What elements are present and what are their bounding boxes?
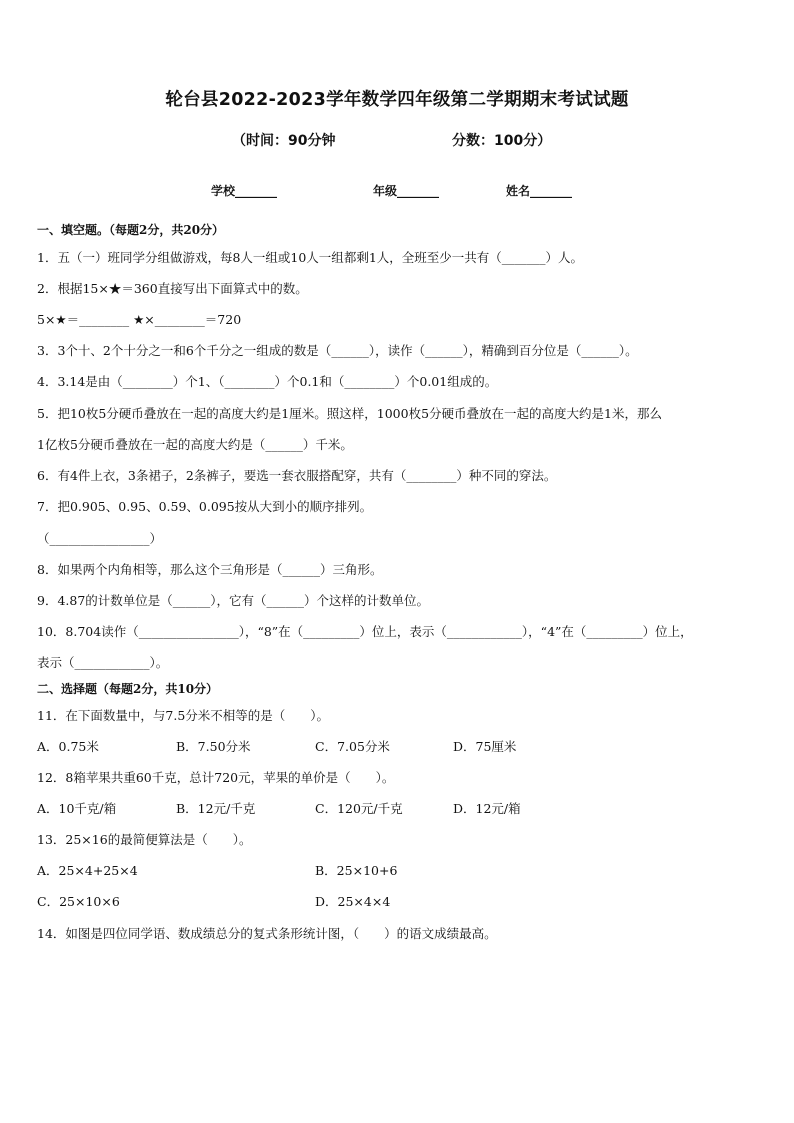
option-11-b: B．7.50分米 [176,739,251,754]
option-13-b: B．25×10+6 [315,863,398,878]
question-4: 4．3.14是由（________）个1、（________）个0.1和（________）个0.01组成的。 [37,374,498,389]
exam-score: 分数：100分） [452,133,552,149]
option-13-c: C．25×10×6 [37,894,120,909]
question-7-answer-blank: （________________） [37,531,163,546]
option-12-c: C．120元/千克 [315,801,403,816]
question-11: 11．在下面数量中，与7.5分米不相等的是（ ）。 [37,708,330,723]
section-heading-fill: 一、填空题。（每题2分，共20分） [37,223,225,237]
section-heading-choice: 二、选择题（每题2分，共10分） [37,682,219,696]
option-12-a: A．10千克/箱 [37,801,117,816]
school-field: 学校_______ [211,184,278,198]
question-2: 2．根据15×★＝360直接写出下面算式中的数。 [37,281,308,296]
option-12-b: B．12元/千克 [176,801,256,816]
exam-time: （时间：90分钟 [232,133,336,149]
question-5: 5．把10枚5分硬币叠放在一起的高度大约是1厘米。照这样，1000枚5分硬币叠放在一起的高度大约是1米，那么 [37,406,662,421]
question-14: 14．如图是四位同学语、数成绩总分的复式条形统计图，（ ）的语文成绩最高。 [37,926,497,941]
question-9: 9．4.87的计数单位是（______），它有（______）个这样的计数单位。 [37,593,430,608]
question-7: 7．把0.905、0.95、0.59、0.095按从大到小的顺序排列。 [37,499,373,514]
question-5-continued: 1亿枚5分硬币叠放在一起的高度大约是（______）千米。 [37,437,353,452]
question-8: 8．如果两个内角相等，那么这个三角形是（______）三角形。 [37,562,383,577]
grade-field: 年级_______ [373,184,440,198]
question-10-continued: 表示（____________）。 [37,655,169,670]
question-12: 12．8箱苹果共重60千克，总计720元，苹果的单价是（ ）。 [37,770,395,785]
question-1: 1．五（一）班同学分组做游戏，每8人一组或10人一组都剩1人，全班至少一共有（_______）人。 [37,250,584,265]
option-11-a: A．0.75米 [37,739,99,754]
option-11-c: C．7.05分米 [315,739,390,754]
option-12-d: D．12元/箱 [453,801,521,816]
name-field: 姓名_______ [506,184,573,198]
question-13: 13．25×16的最简便算法是（ ）。 [37,832,252,847]
question-10: 10．8.704读作（________________），“8”在（_________）位上，表示（____________），“4”在（_________）位上， [37,624,693,639]
option-13-d: D．25×4×4 [315,894,391,909]
page-title: 轮台县2022-2023学年数学四年级第二学期期末考试试题 [165,90,629,110]
option-11-d: D．75厘米 [453,739,517,754]
question-6: 6．有4件上衣，3条裙子，2条裤子，要选一套衣服搭配穿，共有（________）种不同的穿法。 [37,468,557,483]
question-2-expressions: 5×★＝________ ★×________＝720 [37,312,242,327]
question-3: 3．3个十、2个十分之一和6个千分之一组成的数是（______），读作（______），精确到百分位是（______）。 [37,343,638,358]
option-13-a: A．25×4+25×4 [37,863,138,878]
